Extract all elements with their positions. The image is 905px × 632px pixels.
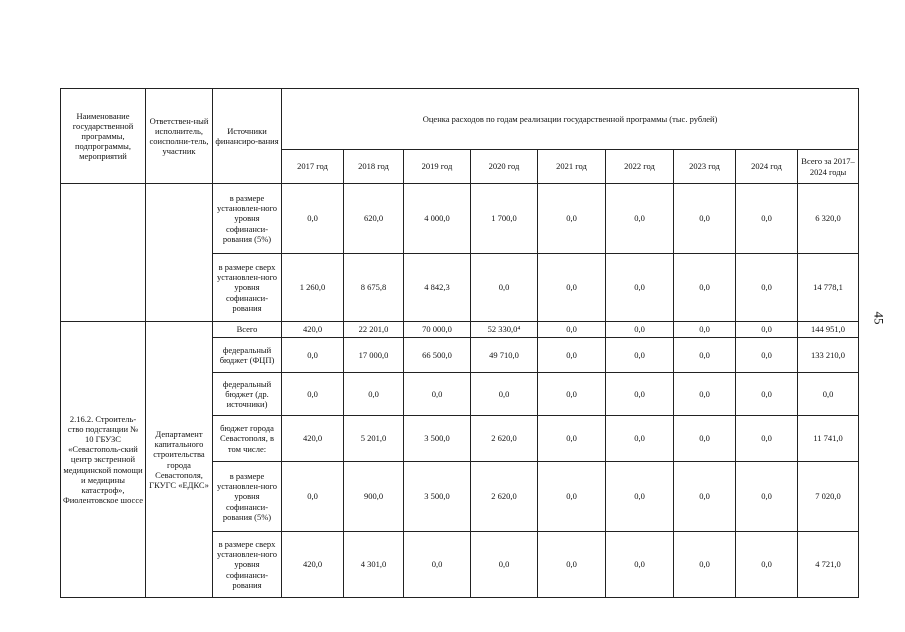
source-cell: бюджет города Севастополя, в том числе: [213, 416, 282, 462]
value-cell: 420,0 [282, 532, 344, 598]
value-cell: 0,0 [736, 462, 798, 532]
value-cell: 2 620,0 [471, 416, 538, 462]
value-cell: 4 301,0 [344, 532, 404, 598]
value-cell: 0,0 [674, 338, 736, 373]
value-cell: 0,0 [736, 416, 798, 462]
value-cell: 0,0 [538, 416, 606, 462]
value-cell: 0,0 [404, 373, 471, 416]
value-cell: 420,0 [282, 416, 344, 462]
value-cell: 1 700,0 [471, 184, 538, 254]
value-cell: 0,0 [404, 532, 471, 598]
value-cell: 8 675,8 [344, 254, 404, 322]
value-cell: 0,0 [736, 322, 798, 338]
value-cell: 0,0 [538, 184, 606, 254]
value-cell: 0,0 [282, 338, 344, 373]
value-cell: 0,0 [282, 184, 344, 254]
header-year: 2023 год [674, 150, 736, 184]
value-cell: 3 500,0 [404, 462, 471, 532]
value-cell: 3 500,0 [404, 416, 471, 462]
budget-table [60, 88, 859, 598]
source-cell: в размере установлен-ного уровня софинанси-рования (5%) [213, 184, 282, 254]
value-cell: 0,0 [674, 532, 736, 598]
header-total: Всего за 2017–2024 годы [798, 150, 859, 184]
value-cell: 0,0 [736, 254, 798, 322]
source-cell: в размере установлен-ного уровня софинанси-рования (5%) [213, 462, 282, 532]
header-source: Источники финансиро-вания [213, 89, 282, 184]
value-cell: 620,0 [344, 184, 404, 254]
header-year: 2020 год [471, 150, 538, 184]
program-name: 2.16.2. Строитель-ство подстанции № 10 ГБУЗС «Севастополь-ский центр экстренной медицинской помощи и медицины катастроф», Фиолентовское шоссе [61, 322, 146, 598]
value-cell: 0,0 [736, 184, 798, 254]
value-cell: 0,0 [606, 254, 674, 322]
value-cell: 0,0 [538, 462, 606, 532]
program-name-continued [61, 184, 146, 322]
value-cell: 420,0 [282, 322, 344, 338]
value-cell: 66 500,0 [404, 338, 471, 373]
value-cell: 0,0 [606, 338, 674, 373]
source-cell: в размере сверх установлен-ного уровня софинанси-рования [213, 532, 282, 598]
value-cell: 0,0 [538, 322, 606, 338]
total-cell: 14 778,1 [798, 254, 859, 322]
header-year: 2018 год [344, 150, 404, 184]
total-cell: 133 210,0 [798, 338, 859, 373]
value-cell: 0,0 [674, 322, 736, 338]
value-cell: 0,0 [606, 416, 674, 462]
value-cell: 0,0 [674, 254, 736, 322]
responsible-executor: Департамент капитального строительства города Севастополя, ГКУГС «ЕДКС» [146, 322, 213, 598]
source-cell: Всего [213, 322, 282, 338]
value-cell: 0,0 [674, 373, 736, 416]
total-cell: 144 951,0 [798, 322, 859, 338]
value-cell: 0,0 [538, 254, 606, 322]
value-cell: 0,0 [471, 254, 538, 322]
value-cell: 70 000,0 [404, 322, 471, 338]
total-cell: 11 741,0 [798, 416, 859, 462]
value-cell: 17 000,0 [344, 338, 404, 373]
value-cell: 2 620,0 [471, 462, 538, 532]
value-cell: 0,0 [736, 338, 798, 373]
header-estimate: Оценка расходов по годам реализации государственной программы (тыс. рублей) [282, 89, 859, 150]
header-name: Наименование государственной программы, подпрограммы, мероприятий [61, 89, 146, 184]
value-cell: 0,0 [606, 532, 674, 598]
value-cell: 52 330,0⁴ [471, 322, 538, 338]
header-year: 2019 год [404, 150, 471, 184]
header-year: 2017 год [282, 150, 344, 184]
value-cell: 4 000,0 [404, 184, 471, 254]
source-cell: в размере сверх установлен-ного уровня софинанси-рования [213, 254, 282, 322]
total-cell: 7 020,0 [798, 462, 859, 532]
value-cell: 5 201,0 [344, 416, 404, 462]
header-year: 2022 год [606, 150, 674, 184]
table-row [61, 322, 859, 338]
value-cell: 900,0 [344, 462, 404, 532]
value-cell: 0,0 [344, 373, 404, 416]
value-cell: 22 201,0 [344, 322, 404, 338]
table-row [61, 184, 859, 254]
value-cell: 0,0 [606, 184, 674, 254]
value-cell: 0,0 [471, 373, 538, 416]
total-cell: 4 721,0 [798, 532, 859, 598]
value-cell: 0,0 [538, 532, 606, 598]
value-cell: 0,0 [674, 462, 736, 532]
page-number: 45 [871, 311, 887, 325]
total-cell: 6 320,0 [798, 184, 859, 254]
value-cell: 49 710,0 [471, 338, 538, 373]
value-cell: 0,0 [538, 338, 606, 373]
value-cell: 0,0 [282, 462, 344, 532]
value-cell: 0,0 [674, 184, 736, 254]
value-cell: 4 842,3 [404, 254, 471, 322]
value-cell: 0,0 [606, 373, 674, 416]
source-cell: федеральный бюджет (др. источники) [213, 373, 282, 416]
value-cell: 0,0 [538, 373, 606, 416]
value-cell: 0,0 [471, 532, 538, 598]
total-cell: 0,0 [798, 373, 859, 416]
value-cell: 0,0 [282, 373, 344, 416]
value-cell: 0,0 [674, 416, 736, 462]
source-cell: федеральный бюджет (ФЦП) [213, 338, 282, 373]
value-cell: 0,0 [606, 462, 674, 532]
value-cell: 1 260,0 [282, 254, 344, 322]
header-responsible: Ответствен-ный исполнитель, соисполни-тель, участник [146, 89, 213, 184]
responsible-continued [146, 184, 213, 322]
value-cell: 0,0 [736, 373, 798, 416]
header-year: 2024 год [736, 150, 798, 184]
value-cell: 0,0 [736, 532, 798, 598]
value-cell: 0,0 [606, 322, 674, 338]
header-year: 2021 год [538, 150, 606, 184]
